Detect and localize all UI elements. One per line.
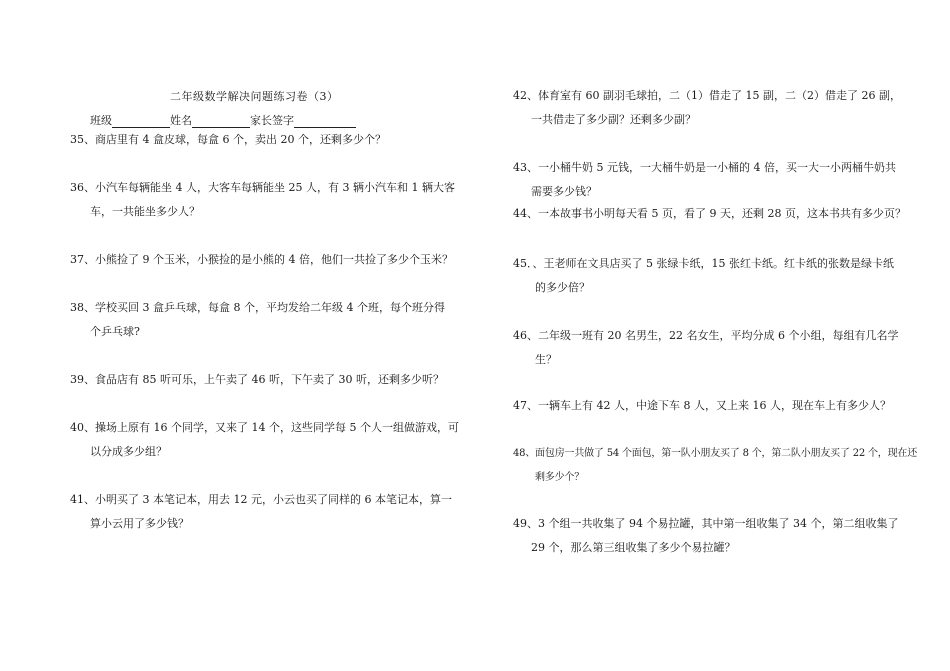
question-40 bbox=[70, 416, 459, 464]
question-49 bbox=[513, 512, 898, 560]
question-text-continued: 需要多少钱？ bbox=[531, 185, 597, 198]
question-text-continued: 车，一共能坐多少人？ bbox=[90, 205, 200, 218]
question-text: 41、小明买了 3 本笔记本，用去 12 元，小云也买了同样的 6 本笔记本，算一 bbox=[70, 493, 452, 506]
page-title: 二年级数学解决问题练习卷（3） bbox=[170, 90, 339, 103]
question-text: 48、面包房一共做了 54 个面包，第一队小朋友买了 8 个，第二队小朋友买了 22 个，现在还 bbox=[513, 448, 918, 459]
class-label: 班级 bbox=[90, 114, 112, 127]
question-text-continued: 一共借走了多少副？还剩多少副？ bbox=[531, 113, 696, 126]
question-text-continued: 以分成多少组？ bbox=[90, 445, 167, 458]
question-text-continued: 算小云用了多少钱？ bbox=[90, 517, 189, 530]
question-39 bbox=[70, 368, 444, 392]
question-41 bbox=[70, 488, 452, 536]
student-info-header bbox=[90, 112, 356, 128]
question-text: 46、二年级一班有 20 名男生，22 名女生，平均分成 6 个小组，每组有几名学 bbox=[513, 329, 899, 342]
question-text: 39、食品店有 85 听可乐，上午卖了 46 听，下午卖了 30 听，还剩多少听？ bbox=[70, 373, 444, 386]
question-37 bbox=[70, 248, 453, 272]
question-text: 38、学校买回 3 盒乒乓球，每盒 8 个，平均发给二年级 4 个班，每个班分得 bbox=[70, 301, 445, 314]
question-text-continued: 剩多少个？ bbox=[535, 472, 584, 483]
question-48 bbox=[513, 442, 917, 490]
question-text: 43、一小桶牛奶 5 元钱，一大桶牛奶是一小桶的 4 倍，买一大一小两桶牛奶共 bbox=[513, 161, 896, 174]
question-text: 36、小汽车每辆能坐 4 人，大客车每辆能坐 25 人，有 3 辆小汽车和 1 辆大客 bbox=[70, 181, 455, 194]
question-text-continued: 的多少倍？ bbox=[535, 281, 590, 294]
question-text: 40、操场上原有 16 个同学，又来了 14 个，这些同学每 5 个人一组做游戏，可 bbox=[70, 421, 459, 434]
question-44 bbox=[513, 202, 906, 226]
question-43 bbox=[513, 156, 896, 204]
question-text-continued: 29 个，那么第三组收集了多少个易拉罐？ bbox=[531, 541, 736, 554]
question-35 bbox=[70, 128, 386, 152]
question-text: 44、一本故事书小明每天看 5 页，看了 9 天，还剩 28 页，这本书共有多少页？ bbox=[513, 207, 906, 220]
parent-signature-blank[interactable] bbox=[294, 115, 356, 128]
class-blank[interactable] bbox=[112, 115, 170, 128]
question-38 bbox=[70, 296, 445, 344]
question-36 bbox=[70, 176, 455, 224]
question-text: 45．、王老师在文具店买了 5 张绿卡纸，15 张红卡纸。红卡纸的张数是绿卡纸 bbox=[513, 257, 894, 270]
question-text-continued: 个乒乓球? bbox=[90, 325, 140, 338]
question-text: 42、体育室有 60 副羽毛球拍，二（1）借走了 15 副，二（2）借走了 26 副， bbox=[513, 89, 901, 102]
question-text: 47、一辆车上有 42 人，中途下车 8 人，又上来 16 人，现在车上有多少人？ bbox=[513, 399, 891, 412]
name-blank[interactable] bbox=[192, 115, 250, 128]
right-column bbox=[475, 0, 950, 671]
question-text: 35、商店里有 4 盒皮球，每盒 6 个，卖出 20 个，还剩多少个？ bbox=[70, 133, 386, 146]
question-text-continued: 生？ bbox=[535, 353, 557, 366]
question-text: 37、小熊捡了 9 个玉米，小猴捡的是小熊的 4 倍，他们一共捡了多少个玉米？ bbox=[70, 253, 453, 266]
question-text: 49、3 个组一共收集了 94 个易拉罐，其中第一组收集了 34 个，第二组收集了 bbox=[513, 517, 899, 530]
question-42 bbox=[513, 84, 901, 132]
name-label: 姓名 bbox=[170, 114, 192, 127]
question-45 bbox=[513, 252, 894, 300]
parent-signature-label: 家长签字 bbox=[250, 114, 294, 127]
question-46 bbox=[513, 324, 898, 372]
question-47 bbox=[513, 394, 891, 418]
